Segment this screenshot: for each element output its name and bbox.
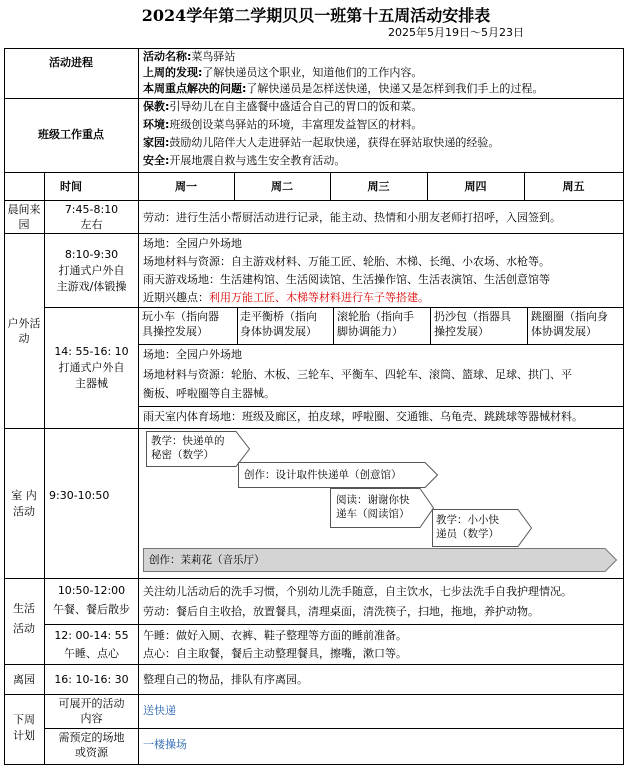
focus-item-value: 开展地震自救与逃生安全教育活动。 (169, 154, 346, 167)
interest-label: 近期兴趣点： (143, 291, 209, 304)
week-problem (143, 81, 623, 96)
equip-item-line: 脚协调能力） (337, 325, 403, 338)
header-day-tue: 周二 (271, 180, 293, 193)
indoor-activity-tue (238, 462, 438, 488)
indoor-activity-line: 秘密（数学） (151, 449, 214, 461)
equip-item-line: 身体协调发展） (240, 325, 317, 338)
life-time-2: 12: 00-14: 55 (54, 629, 129, 642)
last-week-finding-label: 上周的发现: (143, 66, 203, 79)
indoor-time: 9:30-10:50 (49, 489, 110, 502)
indoor-activity-mon (146, 431, 250, 467)
focus-item (143, 153, 623, 168)
header-day-fri: 周五 (562, 180, 585, 193)
indoor-label: 活动 (13, 505, 35, 518)
focus-item (143, 99, 623, 114)
interest-value: 利用万能工匠、木梯等材料进行车子等搭建。 (209, 291, 429, 304)
outdoor-equip-site: 场地：全园户外场地 (143, 348, 242, 361)
equip-item-line: 具操控发展） (142, 325, 208, 338)
header-day-mon: 周一 (175, 180, 197, 193)
equip-item-mon (142, 309, 237, 339)
date-range: 2025年5月19日～5月23日 (388, 26, 524, 39)
outdoor-free-site: 场地：全园户外场地 (143, 237, 242, 250)
outdoor-free-materials: 场地材料与资源：自主游戏材料、万能工匠、轮胎、木梯、长绳、小农场、水枪等。 (143, 255, 550, 268)
focus-label: 班级工作重点 (38, 128, 104, 141)
leave-content: 整理自己的物品，排队有序离园。 (143, 673, 308, 686)
indoor-activity-wed (330, 488, 434, 528)
next-answer-2: 一楼操场 (143, 738, 187, 751)
equip-item-line: 扔沙包（指器具 (434, 310, 511, 323)
focus-item-key: 家园: (143, 136, 170, 149)
last-week-finding-value: 了解快递员这个职业，知道他们的工作内容。 (202, 66, 423, 79)
progress-label: 活动进程 (49, 56, 93, 69)
focus-item-key: 环境: (143, 118, 170, 131)
next-label: 下周 (13, 713, 35, 726)
focus-item-value: 班级创设菜鸟驿站的环境，丰富理发益智区的材料。 (169, 118, 423, 131)
indoor-activity-line: 教学：小小快 (436, 514, 499, 526)
life-activity-1: 午餐、餐后散步 (53, 603, 130, 616)
outdoor-free-time: 8:10-9:30 (64, 248, 119, 261)
activity-name-value: 菜鸟驿站 (191, 50, 236, 63)
morning-content: 劳动：进行生活小帮厨活动进行记录，能主动、热情和小朋友老师打招呼，入园签到。 (143, 211, 561, 224)
indoor-activity-line: 递员（数学） (436, 528, 499, 540)
equip-item-line: 玩小车（指向器 (142, 310, 219, 323)
activity-name (143, 49, 623, 64)
next-question-1: 内容 (80, 712, 103, 725)
outdoor-free-rainy: 雨天游戏场地：生活建构馆、生活阅读馆、生活操作馆、生活表演馆、生活创意馆等 (143, 273, 550, 286)
focus-item-value: 引导幼儿在自主盛餐中盛适合自己的胃口的饭和菜。 (169, 100, 423, 113)
leave-time: 16: 10-16: 30 (54, 673, 129, 686)
focus-item (143, 117, 623, 132)
focus-item (143, 135, 623, 150)
next-label: 计划 (13, 729, 35, 742)
equip-item-line: 走平衡桥（指向 (240, 310, 317, 323)
life-content-1: 关注幼儿活动后的洗手习惯，个别幼儿洗手随意，自主饮水，七步法洗手自我护理情况。 (143, 585, 572, 598)
morning-time: 7:45-8:10 (64, 203, 119, 216)
equip-item-line: 跳圈圈（指向身 (531, 310, 608, 323)
equip-item-thu (434, 309, 527, 339)
indoor-activity-line: 教学：快递单的 (151, 435, 225, 447)
indoor-label: 室 内 (11, 489, 37, 502)
week-problem-value: 了解快递员是怎样送快递，快递又是怎样到我们手上的过程。 (246, 82, 544, 95)
life-content-1: 劳动：餐后自主收拾，放置餐具，清理桌面，清洗筷子，扫地，拖地，养护动物。 (143, 605, 539, 618)
life-content-2: 点心：自主取餐，餐后主动整理餐具，擦嘴，漱口等。 (143, 647, 407, 660)
next-question-1: 可展开的活动 (58, 697, 125, 710)
outdoor-free-type: 主游戏/体锻操 (56, 280, 127, 293)
life-content-2: 午睡：做好入厕、衣裤、鞋子整理等方面的睡前准备。 (143, 629, 407, 642)
indoor-activity-thu (432, 509, 532, 547)
outdoor-free-type: 打通式户外自 (58, 264, 125, 277)
header-day-thu: 周四 (464, 180, 487, 193)
life-label: 活动 (13, 622, 35, 635)
last-week-finding (143, 65, 623, 80)
equip-item-wed (337, 309, 430, 339)
outdoor-equip-type: 主器械 (75, 377, 108, 390)
next-question-2: 需预定的场地 (58, 731, 125, 744)
outdoor-free-interest (143, 290, 623, 305)
life-activity-2: 午睡、点心 (64, 647, 119, 660)
outdoor-equip-materials: 衡板、呼啦圈等自主器械。 (143, 387, 275, 400)
outdoor-equip-rainy: 雨天室内体育场地：班级及廊区，拍皮球，呼啦圈、交通锥、乌龟壳、跳跳球等器械材料。 (143, 410, 583, 423)
morning-time-note: 左右 (80, 218, 103, 231)
indoor-activity-line: 创作：设计取件快递单（创意馆） (244, 469, 402, 481)
week-problem-label: 本周重点解决的问题: (143, 82, 247, 95)
indoor-activity-line: 阅读：谢谢你快 (336, 494, 410, 506)
equip-item-tue (240, 309, 333, 339)
indoor-activity-line: 递车（阅读馆） (336, 508, 410, 520)
leave-label: 离园 (13, 673, 35, 686)
header-day-wed: 周三 (367, 180, 390, 193)
equip-item-fri (531, 309, 623, 339)
next-answer-1: 送快递 (143, 704, 176, 717)
page-title: 2024学年第二学期贝贝一班第十五周活动安排表 (141, 6, 491, 25)
focus-item-key: 安全: (143, 154, 170, 167)
next-question-2: 或资源 (75, 746, 108, 759)
activity-name-label: 活动名称: (143, 50, 192, 63)
focus-item-value: 鼓励幼儿陪伴大人走进驿站一起取快递，获得在驿站取快递的经验。 (169, 136, 500, 149)
header-time: 时间 (60, 180, 82, 193)
outdoor-label: 户外活动 (7, 317, 41, 345)
indoor-activity-fri (143, 548, 617, 572)
morning-label: 晨间来园 (7, 203, 41, 231)
life-label: 生活 (13, 602, 35, 615)
outdoor-equip-type: 打通式户外自 (58, 361, 125, 374)
outdoor-equip-materials: 场地材料与资源：轮胎、木板、三轮车、平衡车、四轮车、滚筒、篮球、足球、拱门、平 (143, 368, 572, 381)
equip-item-line: 操控发展） (434, 325, 489, 338)
equip-item-line: 体协调发展） (531, 325, 597, 338)
outdoor-equip-time: 14: 55-16: 10 (54, 345, 129, 358)
indoor-activity-line: 创作：茉莉花（音乐厅） (149, 554, 265, 566)
focus-item-key: 保教: (143, 100, 170, 113)
equip-item-line: 滚轮胎（指向手 (337, 310, 414, 323)
life-time-1: 10:50-12:00 (57, 584, 126, 597)
